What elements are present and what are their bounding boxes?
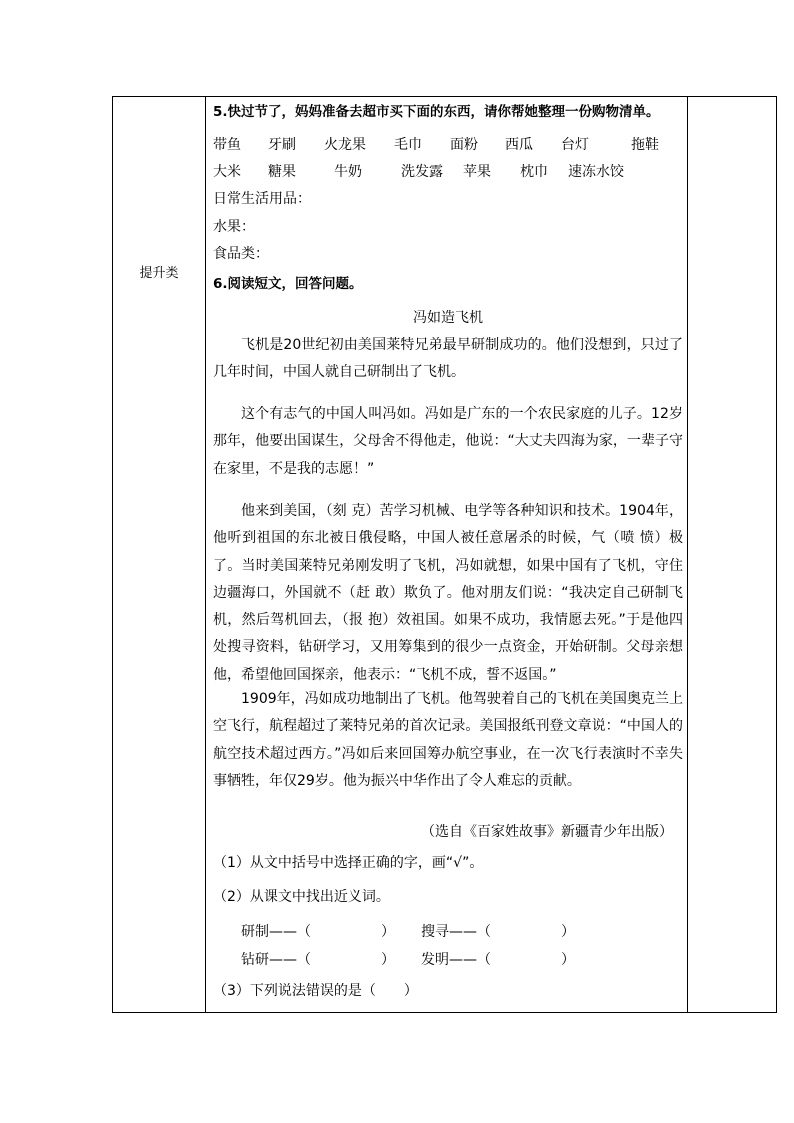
category-daily-goods: 日常生活用品： <box>213 191 311 207</box>
word-item: 枕巾 <box>520 164 548 180</box>
passage-paragraph-3: 他来到美国，（刻 克）苦学习机械、电学等各种知识和技术。1904年，他听到祖国的东北被日俄侵略，中国人被任意屠杀的时候，气（喷 愤）极了。当时美国莱特兄弟刚发明了飞机，冯如就想，如果中国有了飞机，守住边疆海口，外国就不（赶 敢）欺负了。他对朋友们说：“我决定自己研制飞机，然后驾机回去，（报 抱）效祖国。如果不成功，我情愿去死。”于是他四处搜寻资料，钻研学习，又用筹集到的很少一点资金，开始研制。父母亲想他，希望他回国探亲，他表示：“飞机不成，誓不返国。” <box>213 503 683 683</box>
word-item: 西瓜 <box>505 137 533 153</box>
word-item: 速冻水饺 <box>568 164 624 180</box>
synonym-blank[interactable]: 钻研——（ ） <box>241 952 395 968</box>
category-fruit: 水果： <box>213 219 255 235</box>
passage-source: （选自《百家姓故事》新疆青少年出版） <box>421 824 673 840</box>
word-item: 火龙果 <box>324 137 366 153</box>
sub-question-3: （3）下列说法错误的是（ ） <box>213 983 418 999</box>
word-item: 洗发露 <box>401 164 443 180</box>
column-divider-left <box>205 96 206 1013</box>
synonym-blank[interactable]: 发明——（ ） <box>421 952 575 968</box>
word-item: 糖果 <box>268 164 296 180</box>
word-item: 大米 <box>213 164 241 180</box>
passage-paragraph-2: 这个有志气的中国人叫冯如。冯如是广东的一个农民家庭的儿子。12岁那年，他要出国谋生，父母舍不得他走，他说：“大丈夫四海为家，一辈子守在家里，不是我的志愿！” <box>213 406 683 477</box>
passage-title: 冯如造飞机 <box>413 310 483 326</box>
passage-paragraph-1: 飞机是20世纪初由美国莱特兄弟最早研制成功的。他们没想到，只过了几年时间，中国人就自己研制出了飞机。 <box>213 337 683 381</box>
word-item: 面粉 <box>450 137 478 153</box>
word-item: 台灯 <box>561 137 589 153</box>
q5-title: 5.快过节了，妈妈准备去超市买下面的东西，请你帮她整理一份购物清单。 <box>213 104 660 120</box>
synonym-blank[interactable]: 搜寻——（ ） <box>421 924 575 940</box>
synonym-blank[interactable]: 研制——（ ） <box>241 924 395 940</box>
sub-question-2: （2）从课文中找出近义词。 <box>213 889 390 905</box>
row-category-label: 提升类 <box>139 266 179 281</box>
category-food: 食品类： <box>213 246 269 262</box>
word-item: 毛巾 <box>394 137 422 153</box>
passage-paragraph-4: 1909年，冯如成功地制出了飞机。他驾驶着自己的飞机在美国奥克兰上空飞行，航程超过了莱特兄弟的首次记录。美国报纸刊登文章说：“中国人的航空技术超过西方。”冯如后来回国筹办航空事业，在一次飞行表演时不幸失事牺牲，年仅29岁。他为振兴中华作出了令人难忘的贡献。 <box>213 691 683 789</box>
word-item: 牛奶 <box>334 164 362 180</box>
column-divider-right <box>687 96 688 1013</box>
word-item: 牙刷 <box>268 137 296 153</box>
sub-question-1: （1）从文中括号中选择正确的字，画“√”。 <box>213 855 484 871</box>
word-item: 拖鞋 <box>631 137 659 153</box>
q6-title: 6.阅读短文，回答问题。 <box>213 276 363 292</box>
word-item: 苹果 <box>463 164 491 180</box>
word-item: 带鱼 <box>213 137 241 153</box>
